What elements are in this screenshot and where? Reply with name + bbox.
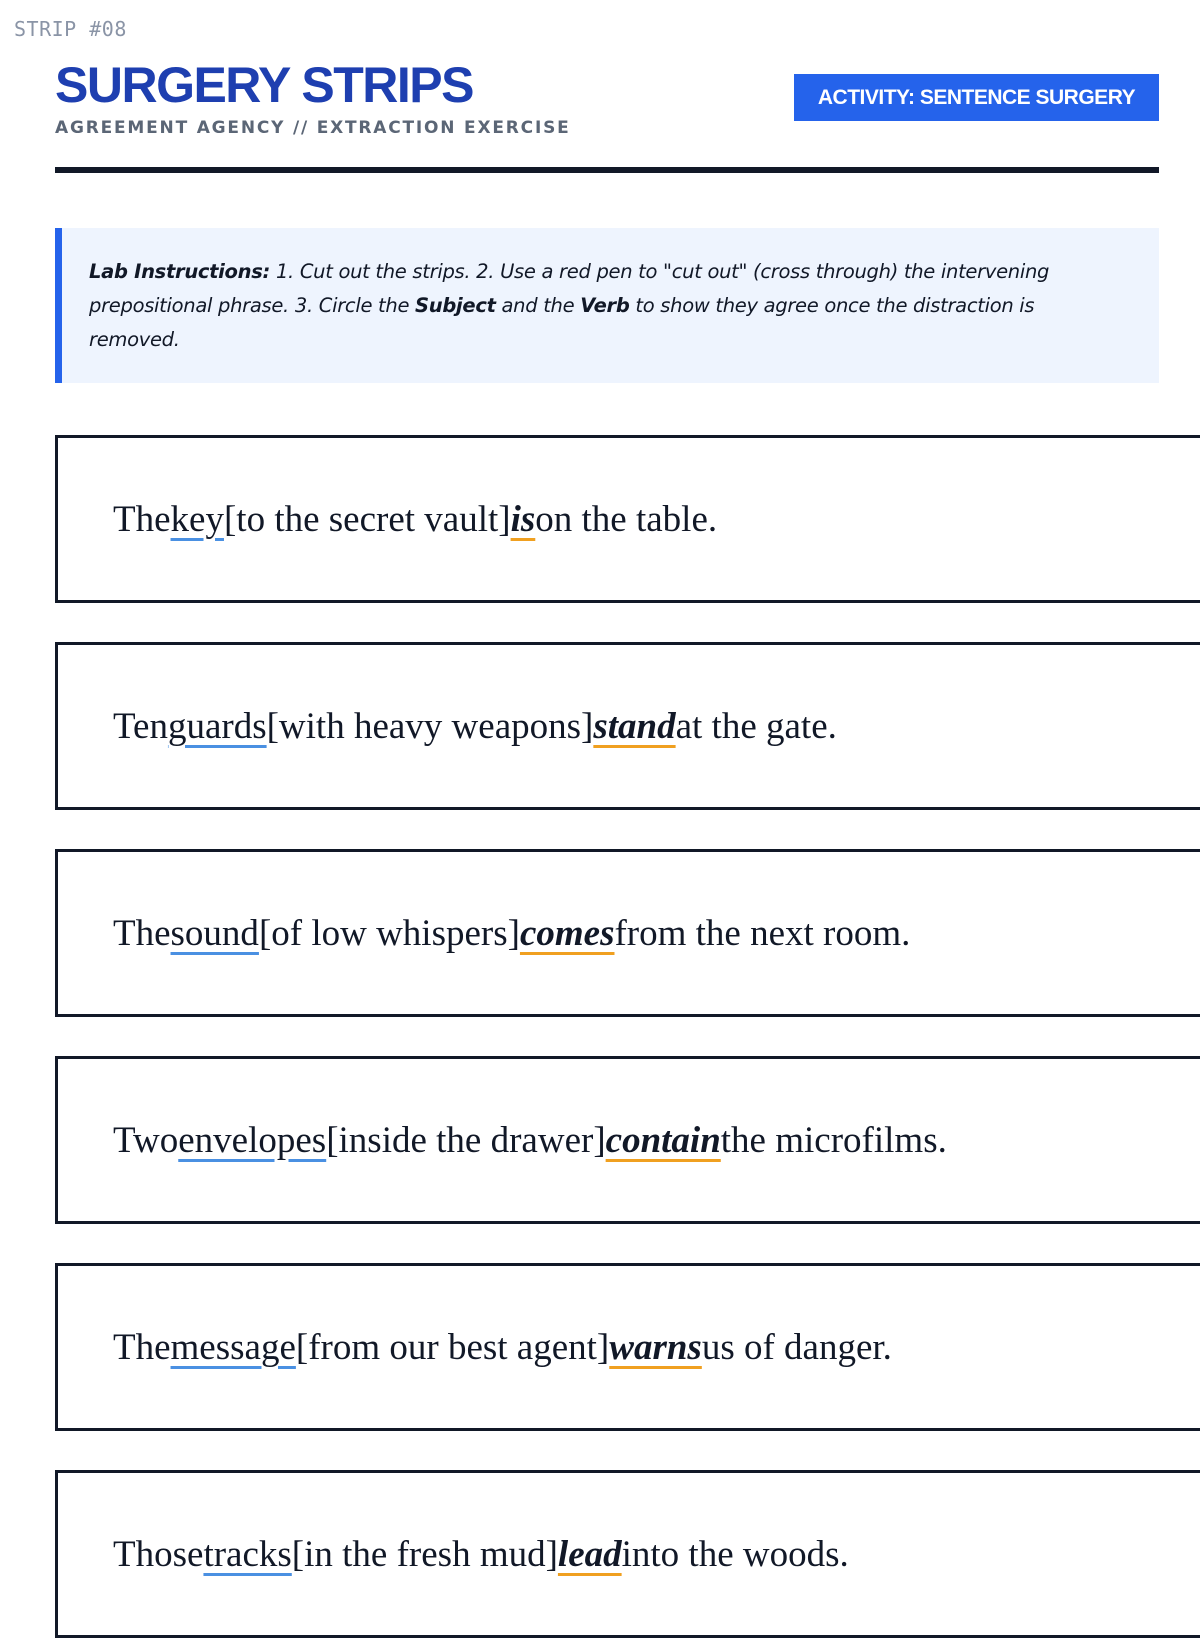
page-title: SURGERY STRIPS	[55, 57, 473, 113]
strip-verb: stand	[593, 705, 676, 747]
sentence-strip	[55, 1056, 1200, 1224]
strip-pre: Ten	[113, 705, 168, 747]
strip-phrase: [in the fresh mud]	[291, 1533, 558, 1575]
strip-post: from the next room.	[614, 912, 911, 954]
strip-post: on the table.	[535, 498, 718, 540]
strip-phrase: [inside the drawer]	[326, 1119, 606, 1161]
instructions-subject-word: Subject	[415, 294, 496, 317]
strip-subject: sound	[170, 912, 259, 954]
header	[55, 55, 1159, 175]
strip-post: at the gate.	[675, 705, 837, 747]
strip-subject: message	[170, 1326, 296, 1368]
strip-verb: lead	[557, 1533, 622, 1575]
activity-badge: ACTIVITY: SENTENCE SURGERY	[794, 74, 1159, 121]
instructions-verb-word: Verb	[580, 294, 630, 317]
strip-phrase: [to the secret vault]	[223, 498, 511, 540]
strip-pre: The	[113, 912, 171, 954]
strip-phrase: [with heavy weapons]	[266, 705, 594, 747]
strip-verb: contain	[605, 1119, 721, 1161]
header-divider	[55, 167, 1159, 173]
strip-id: STRIP #08	[14, 17, 127, 41]
strip-post: the microfilms.	[720, 1119, 947, 1161]
strip-post: into the woods.	[621, 1533, 849, 1575]
sentence-strip	[55, 849, 1200, 1017]
instructions-text-3: to show they agree once the distraction is removed.	[89, 294, 1035, 351]
strip-pre: Those	[113, 1533, 204, 1575]
sentence-strip	[55, 1263, 1200, 1431]
instructions-box	[55, 228, 1159, 383]
strip-subject: guards	[167, 705, 267, 747]
strip-pre: The	[113, 1326, 171, 1368]
sentence-strip	[55, 642, 1200, 810]
strip-pre: The	[113, 498, 171, 540]
strip-subject: tracks	[203, 1533, 292, 1575]
strip-pre: Two	[113, 1119, 179, 1161]
sentence-strip	[55, 1470, 1200, 1638]
instructions-text-1: 1. Cut out the strips. 2. Use a red pen to "cut out" (cross through) the intervening prepositional phrase. 3. Circle the	[89, 260, 1050, 317]
instructions-label: Lab Instructions:	[89, 260, 271, 283]
strip-phrase: [of low whispers]	[258, 912, 520, 954]
instructions-text-2: and the	[495, 294, 581, 317]
strip-verb: is	[510, 498, 536, 540]
strip-verb: warns	[609, 1326, 702, 1368]
strip-subject: key	[170, 498, 224, 540]
page-subtitle: AGREEMENT AGENCY // EXTRACTION EXERCISE	[55, 118, 571, 138]
strip-verb: comes	[519, 912, 615, 954]
sentence-strip	[55, 435, 1200, 603]
strip-post: us of danger.	[701, 1326, 892, 1368]
strip-phrase: [from our best agent]	[295, 1326, 610, 1368]
strip-subject: envelopes	[178, 1119, 327, 1161]
